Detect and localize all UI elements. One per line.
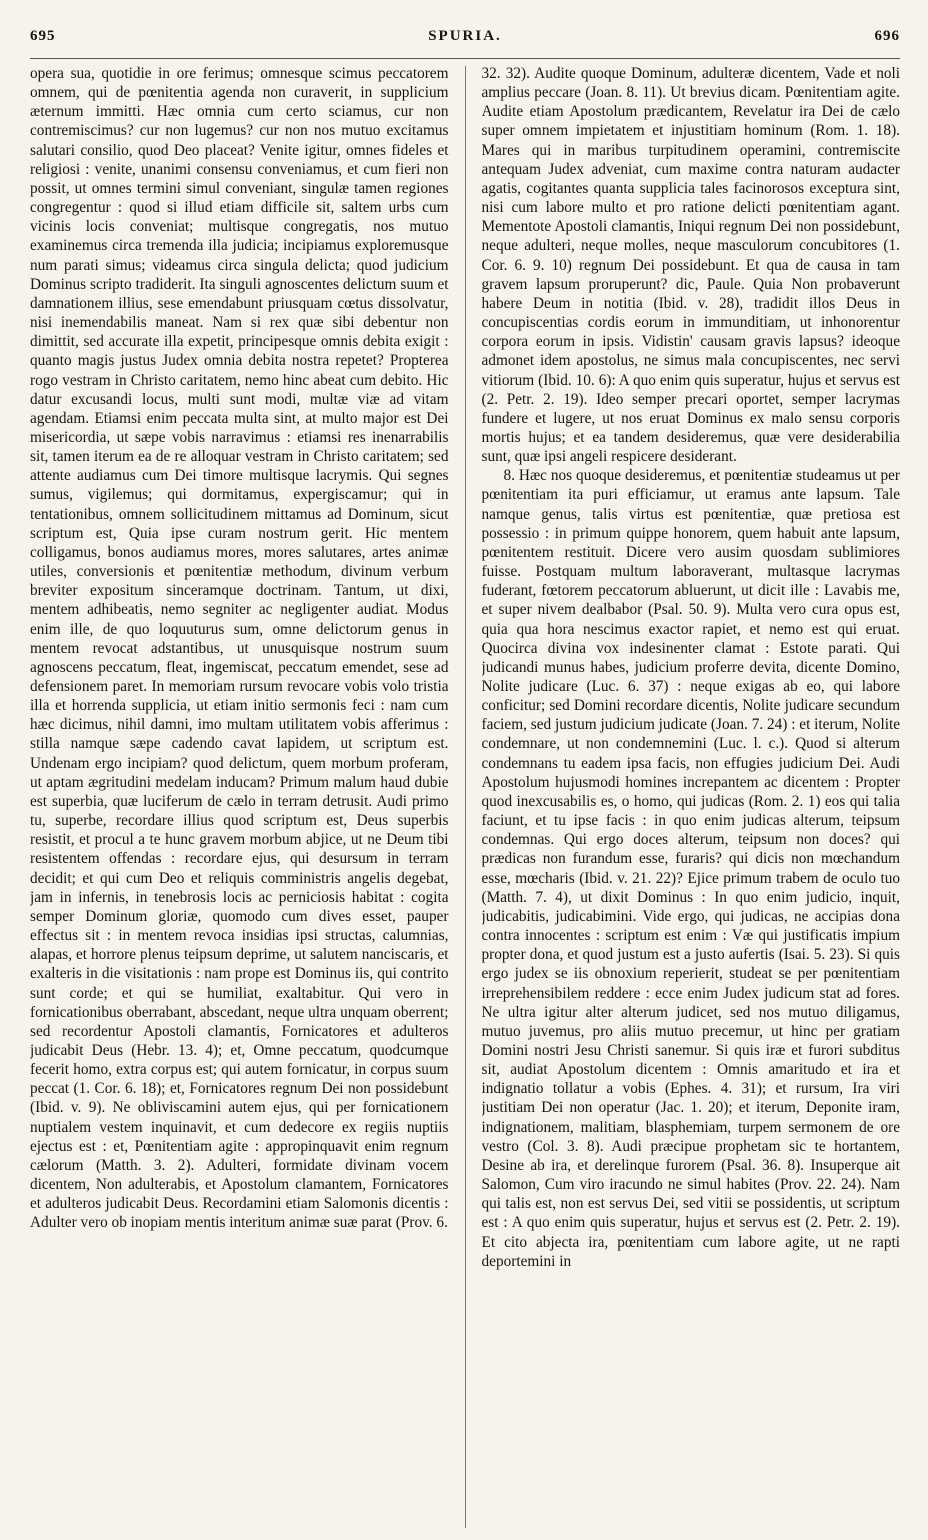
running-title: SPURIA. [428, 28, 502, 44]
header-rule [30, 58, 900, 59]
left-paragraph-1: opera sua, quotidie in ore ferimus; omnesque scimus peccatorem omnem, qui de pœnitentia agenda non curaverit, in supplicium æternum immitti. Hæc omnia cum certo sciamus, cur non contremiscimus? cur non lugemus? cur non nos mutuo excitamus salutari consilio, quod Deo placeat? Venite igitur, omnes fideles et religiosi : venite, unanimi consensu conveniamus, et cum fieri non possit, ut omnes termini simul conveniant, singulæ tamen regiones congregentur : quod si illud etiam difficile sit, saltem urbs cum vicinis locis conveniat; multisque congregatis, nos mutuo examinemus circa tremenda illa judicia; incipiamus exploremusque num parati simus; videamus circa singula delicta; quod judicium Dominus scripto tradiderit. Ita singuli agnoscentes delictum suum et damnationem illius, sese emendabunt priusquam cœtus dissolvatur, nisi inemendabilis maneat. Nam si rex quæ sibi debentur non dimittit, sed accurate illa expetit, principesque omnis debita exigit : quanto magis justus Judex omnia debita nostra repetet? Propterea rogo vestram in Christo caritatem, nemo hinc abeat cum debito. Hic datur excusandi locus, multi sunt modi, multæ viæ ad vitam agendam. Etiamsi enim peccata multa sint, at multo major est Dei misericordia, ut sæpe vobis narravimus : etiamsi res inenarrabilis sit, tamen iterum ea de re alloquar vestram in Christo caritatem; sed attente audiamus cum Dei timore multisque lacrymis. Qui segnes sumus, vigilemus; qui dormitamus, expergiscamur; qui in tentationibus, omnem sollicitudinem mittamus ad Dominum, sicut scriptum est, Quia ipse curam nostrum gerit. Hic mentem colligamus, bonos audiamus mores, mores salutares, artes animæ utiles, conversionis et pœnitentiæ methodum, divinum verbum breviter expositum sinceramque doctrinam. Tantum, ut dixi, mentem adhibeatis, nemo segniter ac negligenter audiat. Modus enim ille, de quo loquuturus sum, omne delictorum genus in mentem revocat adstantibus, ut unusquisque nostrum suum agnoscens peccatum, fleat, ingemiscat, peccatum emendet, sese ad defensionem paret. In memoriam rursum revocare vobis volo tristia illa et horrenda supplicia, ut etiam initio sermonis feci : nam cum hæc dicimus, nihil damni, imo multam utilitatem vobis afferimus : stilla namque sæpe cadendo cavat lapidem, ut scriptum est. Undenam ergo incipiam? quod delictum, quem morbum proferam, ut aptam ægritudini medelam inducam? Primum malum haud dubie est superbia, quæ luciferum de cælo in terram detrusit. Audi primo tu, superbe, recordare illius quod scriptum est, Deus superbis resistit, et procul a te hunc gravem morbum abjice, ut ne Deum tibi resistentem offendas : recordare ejus, qui desursum in terram decidit; et qui cum Deo et reliquis comministris angelis degebat, jam in infernis, in tenebrosis locis ac perniciosis habitat : cogita semper Dominum gloriæ, quomodo cum dives esset, pauper effectus sit : in mentem revoca insidias ipsi structas, calumnias, alapas, et horrore plenus teipsum deprime, ut salutem nanciscaris, et exalteris in die visitationis : nam prope est Dominus iis, qui contrito sunt corde; et qui se humiliat, exaltabitur. Qui vero in fornicationibus oberrabant, abscedant, neque ultra unquam oberrent; sed recordentur Apostoli clamantis, Fornicatores et adulteros judicabit Deus (Hebr. 13. 4); et, Omne peccatum, quodcumque fecerit homo, extra corpus est; qui autem fornicatur, in corpus suum peccat (1. Cor. 6. 18); et, Fornicatores regnum Dei non possidebunt (Ibid. v. 9). Ne obliviscamini autem ejus, qui per fornicationem nuptialem vestem inquinavit, et cum dedecore ex regiis nuptiis ejectus est : et, Pœnitentiam agite : appropinquavit enim regnum cælorum (Matth. 3. 2). Adulteri, formidate divinam vocem dicentem, Non adulterabis, et Apostolum clamantem, Fornicatores et adulteros judicabit Deus. Recordamini etiam Salomonis dicentis : Adulter vero ob inopiam mentis interitum animæ suæ parat (Prov. 6. [30, 65, 449, 1232]
right-paragraph-2: 8. Hæc nos quoque desideremus, et pœnitentiæ studeamus ut per pœnitentiam ita puri efficiamur, ut eramus ante lapsum. Tale namque genus, talis virtus est pœnitentiæ, quæ pretiosa est possessio : in primum quippe honorem, quem habuit ante lapsum, pœnitentem restituit. Dicere vero ausim quosdam sublimiores fuisse. Postquam multum laboraverant, multasque lacrymas fuderant, fœtorem peccatorum abluerunt, ut dicit ille : Lavabis me, et super nivem dealbabor (Psal. 50. 9). Multa vero cura opus est, quia qua hora nescimus exactor rapiet, et nemo est qui eruat. Quocirca divina vox indesinenter clamat : Estote parati. Qui judicandi munus habes, judicium proferre devita, dicente Domino, Nolite judicare (Luc. 6. 37) : neque exigas ab eo, qui labore conficitur; sed Domini recordare dicentis, Nolite judicare secundum faciem, sed justum judicium judicate (Joan. 7. 24) : et iterum, Nolite condemnare, ut non condemnemini (Luc. l. c.). Quod si alterum condemnans tu eadem ipsa facis, non effugies judicium Dei. Audi Apostolum hujusmodi homines increpantem ac dicentem : Propter quod inexcusabilis es, o homo, qui judicas (Rom. 2. 1) eos qui talia faciunt, et tu ipse facis : in quo enim judicas alterum, teipsum condemnas. Qui ergo doces alterum, teipsum non doces? qui prædicas non furandum esse, furaris? qui dicis non mœchandum esse, mœcharis (Ibid. v. 21. 22)? Ejice primum trabem de oculo tuo (Matth. 7. 4), ut dixit Dominus : In quo enim judicio, inquit, judicabitis, judicabimini. Vide ergo, qui judicas, ne accipias dona contra innocentes : scriptum est enim : Væ qui justificatis impium propter dona, et quod justum est a justo aufertis (Isai. 5. 23). Si quis ergo judex se iis obnoxium reperierit, studeat se per pœnitentiam irreprehensibilem reddere : ecce enim Judex judicum stat ad fores. Ne ultra igitur alter alterum judicet, sed nos mutuo diligamus, mutuo juvemus, pro aliis mutuo precemur, ut hinc per gratiam Domini nostri Jesu Christi sanemur. Si quis iræ et furori subditus sit, audiat Apostolum dicentem : Omnis amaritudo et ira et indignatio tollatur a vobis (Ephes. 4. 31); et rursum, Ira viri justitiam Dei non operatur (Jac. 1. 20); et iterum, Deponite iram, indignationem, malitiam, blasphemiam, turpem sermonem de ore vestro (Col. 3. 8). Audi præcipue prophetam sic te hortantem, Desine ab ira, et derelinque furorem (Psal. 36. 8). Insuperque ait Salomon, Cum viro iracundo ne simul habites (Prov. 22. 24). Nam qui talis est, non est servus Dei, sed vitii se possidentis, ut scriptum est : A quo enim quis superatur, hujus et servus est (2. Petr. 2. 19). Et cito abjecta ira, pœnitentiam cum labore agite, ut ne rapti deportemini in [481, 467, 900, 1270]
right-column [482, 64, 901, 1528]
right-paragraph-1: 32. 32). Audite quoque Dominum, adulteræ dicentem, Vade et noli amplius peccare (Joan. 8. 11). Ut brevius dicam. Pœnitentiam agite. Audite etiam Apostolum prædicantem, Revelatur ira Dei de cælo super omnem impietatem et injustitiam hominum (Rom. 1. 18). Mares qui in maribus turpitudinem operamini, contremiscite antequam Judex adveniat, cum maxime contra naturam audacter agatis, cogitantes quanta supplicia tales facinorosos exceptura sint, nisi cum labore multo et pro ratione delicti pœnitentiam agant. Mementote Apostoli clamantis, Iniqui regnum Dei non possidebunt, neque adulteri, neque molles, neque masculorum concubitores (1. Cor. 6. 9. 10) regnum Dei possidebunt. Et qua de causa in tam gravem lapsum proruperunt? dic, Paule. Quia Non probaverunt habere Deum in notitia (Ibid. v. 28), tradidit illos Deus in concupiscentias cordis eorum in immunditiam, ut inhonorentur corpora eorum in ipsis. Vidistin' causam gravis lapsus? ideoque admonet idem apostolus, ne simus mala concupiscentes, nec servi vitiorum (Ibid. 10. 6): A quo enim quis superatur, hujus et servus est (2. Petr. 2. 19). Ideo semper precari oportet, semper lacrymas fundere et lugere, ut nos eruat Dominus ex malo sensu corporis mortis hujus; et ea tandem desideremus, quæ vere desiderabilia sunt, quæ ipsi angeli respicere desiderant. [481, 65, 900, 466]
left-column [30, 64, 449, 1528]
page-number-left: 695 [30, 28, 56, 44]
text-columns [30, 64, 900, 1528]
page-number-right: 696 [874, 28, 900, 44]
page-header [30, 28, 900, 56]
column-divider [465, 66, 466, 1528]
